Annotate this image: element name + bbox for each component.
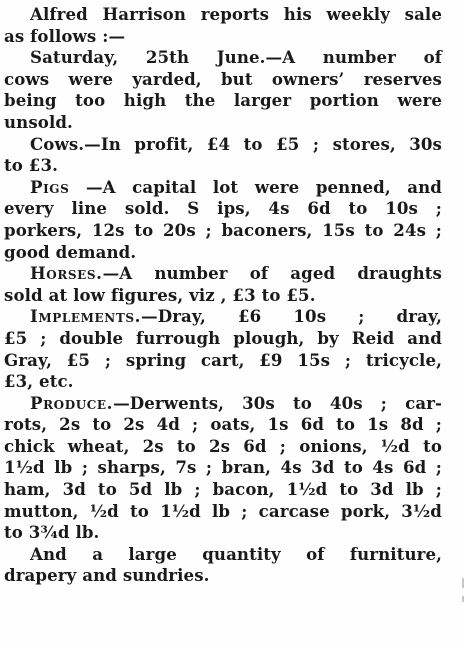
newspaper-clipping bbox=[4, 0, 460, 645]
produce-heading: Produce. bbox=[30, 392, 114, 413]
intro-line-2: as follows :— bbox=[4, 25, 126, 46]
produce-line-2: rots, 2s to 2s 4d ; oats, 1s 6d to 1s 8d ; bbox=[4, 414, 442, 435]
produce-line-1 bbox=[4, 393, 442, 415]
produce-line-1-text: —Derwents, 30s to 40s ; car- bbox=[113, 392, 442, 413]
implements-line-4: £3, etc. bbox=[4, 371, 74, 392]
cows-line-1: Cows.—In profit, £4 to £5 ; stores, 30s bbox=[30, 133, 442, 154]
horses-line-1 bbox=[4, 263, 442, 285]
produce-line-6: mutton, ½d to 1½d lb ; carcase pork, 3½d bbox=[4, 500, 442, 521]
paragraph-produce bbox=[4, 393, 442, 544]
saturday-line-2: cows were yarded, but owners’ reserves bbox=[4, 68, 442, 89]
saturday-line-4: unsold. bbox=[4, 111, 73, 132]
paragraph-intro bbox=[4, 4, 442, 47]
sale-report-article bbox=[4, 4, 442, 587]
intro-line-1: Alfred Harrison reports his weekly sale bbox=[30, 4, 442, 24]
paragraph-pigs bbox=[4, 177, 442, 263]
scan-edge-mark bbox=[462, 596, 464, 602]
pigs-line-1 bbox=[4, 177, 442, 199]
implements-line-2: £5 ; double furrough plough, by Reid and bbox=[4, 327, 442, 348]
pigs-heading: Pigs bbox=[30, 176, 70, 197]
closing-line-1: And a large quantity of furniture, bbox=[30, 543, 442, 564]
pigs-line-2: every line sold. S ips, 4s 6d to 10s ; bbox=[4, 198, 442, 219]
pigs-line-1-text: —A capital lot were penned, and bbox=[69, 176, 442, 197]
pigs-line-3: porkers, 12s to 20s ; baconers, 15s to 24s ; bbox=[4, 219, 442, 240]
scan-edge-mark bbox=[462, 578, 464, 588]
produce-line-5: ham, 3d to 5d lb ; bacon, 1½d to 3d lb ; bbox=[4, 479, 442, 500]
paragraph-cows bbox=[4, 134, 442, 177]
implements-line-3: Gray, £5 ; spring cart, £9 15s ; tricycle, bbox=[4, 349, 442, 370]
paragraph-horses bbox=[4, 263, 442, 306]
cows-line-2: to £3. bbox=[4, 155, 58, 176]
implements-line-1 bbox=[4, 306, 442, 328]
produce-line-3: chick wheat, 2s to 2s 6d ; onions, ½d to bbox=[4, 435, 442, 456]
implements-line-1-text: —Dray, £6 10s ; dray, bbox=[141, 306, 442, 327]
paragraph-closing bbox=[4, 544, 442, 587]
produce-line-7: to 3¾d lb. bbox=[4, 522, 100, 543]
pigs-line-4: good demand. bbox=[4, 241, 137, 262]
horses-line-2: sold at low figures, viz , £3 to £5. bbox=[4, 284, 316, 305]
produce-line-4: 1½d lb ; sharps, 7s ; bran, 4s 3d to 4s 6d ; bbox=[4, 457, 442, 478]
horses-heading: Horses. bbox=[30, 263, 103, 284]
implements-heading: Implements. bbox=[30, 306, 142, 327]
horses-line-1-text: —A number of aged draughts bbox=[102, 263, 442, 284]
closing-line-2: drapery and sundries. bbox=[4, 565, 210, 586]
saturday-line-1: Saturday, 25th June.—A number of bbox=[30, 47, 442, 68]
paragraph-implements bbox=[4, 306, 442, 392]
paragraph-saturday bbox=[4, 47, 442, 133]
saturday-line-3: being too high the larger portion were bbox=[4, 90, 442, 111]
